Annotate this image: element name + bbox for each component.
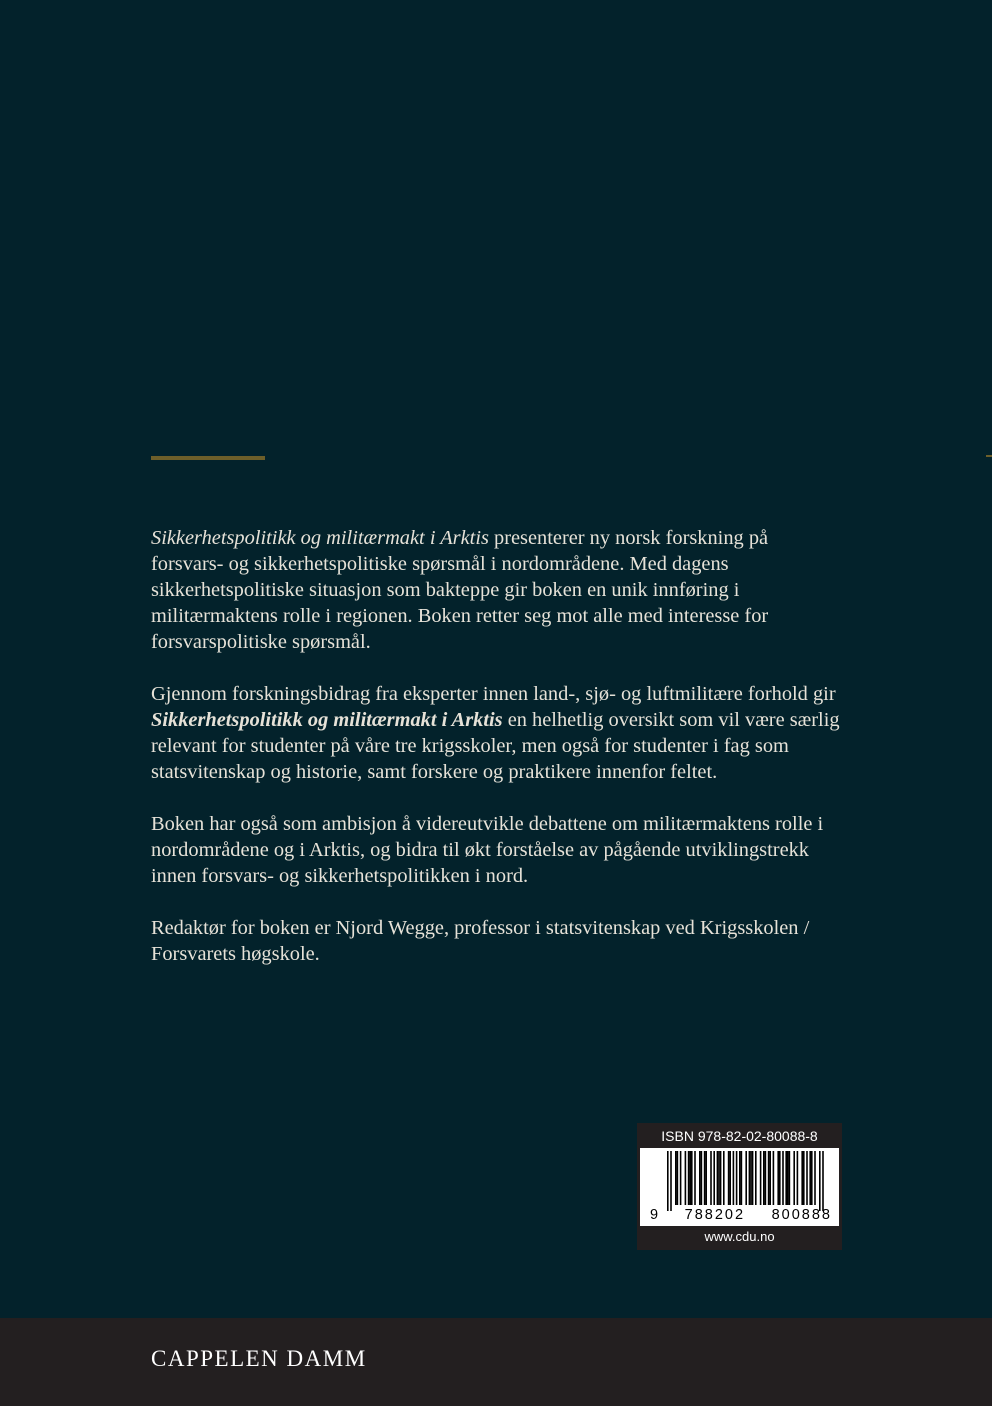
- paragraph-3: Boken har også som ambisjon å videreutvikle debattene om militærmaktens rolle i nordområdene og i Arktis, og bidra til økt forståelse av pågående utviklingstrekk innen forsvars- og sikkerhetspolitikken i nord.: [151, 813, 824, 887]
- barcode-bar: [691, 1151, 693, 1205]
- barcode-bar: [729, 1151, 731, 1205]
- barcode-bar: [720, 1151, 722, 1205]
- barcode-digits: [650, 1207, 832, 1223]
- barcode-bar: [718, 1151, 720, 1205]
- barcode-bar: [739, 1151, 741, 1205]
- barcode-bar: [689, 1151, 691, 1205]
- website-url: www.cdu.no: [704, 1229, 775, 1244]
- paragraph-2-text-before: Gjennom forskningsbidrag fra eksperter innen land-, sjø- og luftmilitære forhold gir: [151, 683, 836, 705]
- barcode-bar: [705, 1151, 707, 1205]
- book-title-reference: Sikkerhetspolitikk og militærmakt i Arktis: [151, 709, 503, 731]
- barcode-bar: [675, 1151, 677, 1205]
- publisher-logo: CAPPELEN DAMM: [151, 1346, 367, 1371]
- barcode-bar: [723, 1151, 725, 1205]
- barcode-bar: [797, 1151, 799, 1205]
- barcode-digit-group: 9: [650, 1207, 659, 1223]
- barcode-bar: [745, 1151, 747, 1205]
- barcode-bar: [787, 1151, 789, 1205]
- barcode-bar: [667, 1151, 669, 1211]
- barcode-bar: [752, 1151, 754, 1205]
- barcode-bar: [688, 1151, 690, 1205]
- barcode-bar: [785, 1151, 787, 1205]
- accent-rule: [151, 456, 265, 460]
- barcode-bar: [710, 1151, 712, 1205]
- paragraph-1-text: presenterer ny norsk forskning på forsvars- og sikkerhetspolitiske spørsmål i nordområdene. Med dagens sikkerhetspolitiske situasjon som bakteppe gir boken en unik innføring i militærmaktens rolle i regionen. Boken retter seg mot alle med interesse for forsvarspolitiske spørsmål.: [151, 527, 769, 653]
- barcode-bar: [765, 1151, 767, 1205]
- description-text: [151, 525, 841, 993]
- barcode-bar: [670, 1151, 672, 1211]
- barcode-bar: [769, 1151, 771, 1205]
- barcode: [640, 1148, 839, 1226]
- barcode-bar: [701, 1151, 703, 1205]
- isbn-label: ISBN 978-82-02-80088-8: [661, 1128, 818, 1144]
- barcode-bar: [749, 1151, 751, 1205]
- barcode-bar: [782, 1151, 784, 1205]
- paragraph-1: [151, 525, 841, 655]
- barcode-bar: [806, 1151, 808, 1205]
- barcode-bar: [713, 1151, 715, 1205]
- barcode-bar: [789, 1151, 791, 1205]
- barcode-bar: [768, 1151, 770, 1205]
- barcode-bar: [728, 1151, 730, 1205]
- barcode-bar: [677, 1151, 679, 1205]
- barcode-bar: [755, 1151, 757, 1205]
- barcode-bar: [801, 1151, 803, 1205]
- barcode-bar: [779, 1151, 781, 1205]
- paragraph-4: Redaktør for boken er Njord Wegge, professor i statsvitenskap ved Krigsskolen / Forsvarets høgskole.: [151, 917, 810, 965]
- barcode-bar: [814, 1151, 816, 1205]
- barcode-bar: [680, 1151, 682, 1205]
- barcode-bar: [822, 1151, 824, 1211]
- barcode-bar: [773, 1151, 775, 1205]
- barcode-digit-group: 800888: [771, 1207, 832, 1223]
- barcode-bar: [704, 1151, 706, 1205]
- barcode-bar: [733, 1151, 735, 1205]
- barcode-bar: [793, 1151, 795, 1205]
- barcode-bar: [741, 1151, 743, 1205]
- paragraph-2-text-after: en helhetlig oversikt som vil være særlig relevant for studenter på våre tre krigsskoler, men også for studenter i fag som statsvitenskap og historie, samt forskere og praktikere innenfor feltet.: [151, 709, 840, 783]
- barcode-bar: [777, 1151, 779, 1205]
- barcode-bar: [819, 1151, 821, 1211]
- barcode-bar: [803, 1151, 805, 1205]
- barcode-digit-group: 788202: [684, 1207, 746, 1223]
- barcode-bar: [694, 1151, 696, 1205]
- barcode-bar: [763, 1151, 765, 1205]
- barcode-bar: [736, 1151, 738, 1205]
- book-title-reference: Sikkerhetspolitikk og militærmakt i Arktis: [151, 527, 489, 549]
- publisher-footer: [0, 1318, 992, 1406]
- barcode-bar: [750, 1151, 752, 1205]
- barcode-bar: [717, 1151, 719, 1205]
- edge-mark: [986, 455, 992, 457]
- barcode-bar: [811, 1151, 813, 1205]
- isbn-block: [637, 1123, 842, 1250]
- barcode-bar: [699, 1151, 701, 1205]
- paragraph-2: [151, 681, 841, 785]
- barcode-bar: [760, 1151, 762, 1205]
- barcode-bar: [685, 1151, 687, 1205]
- barcode-bar: [809, 1151, 811, 1205]
